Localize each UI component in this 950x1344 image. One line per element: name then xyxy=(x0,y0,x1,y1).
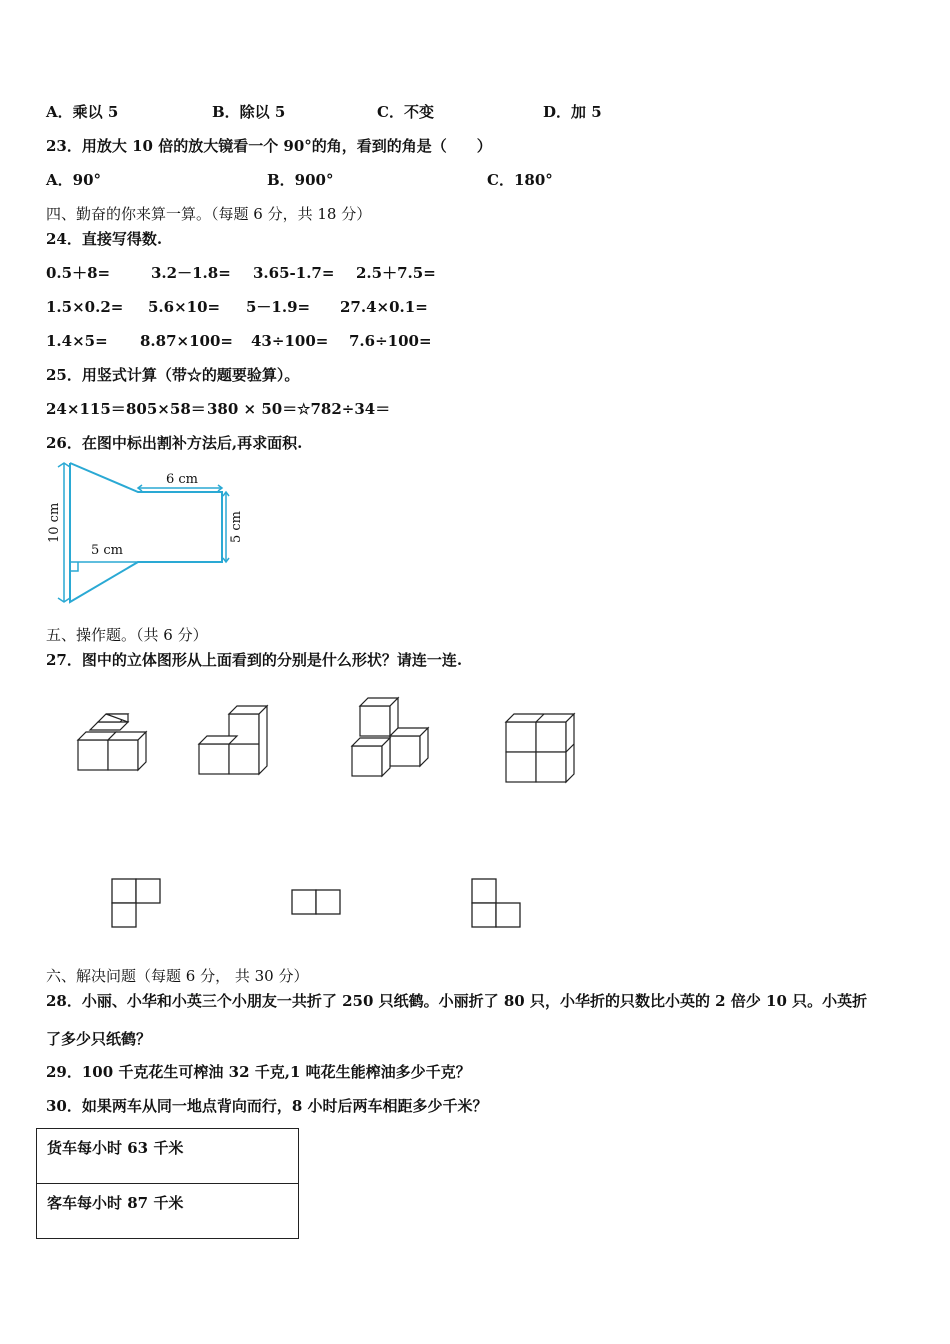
q24-r1-c3: 3.65-1.7= xyxy=(253,264,335,282)
q23-question: 23．用放大 10 倍的放大镜看一个 90°的角，看到的角是（ ） xyxy=(46,137,492,155)
q24-r2-c3: 5－1.9= xyxy=(246,298,311,316)
q26-figure xyxy=(40,455,260,610)
q22-option-a: A．乘以 5 xyxy=(46,103,119,121)
top-view-l-shape-left xyxy=(472,879,520,927)
q28-line-1: 28．小丽、小华和小英三个小朋友一共折了 250 只纸鹤。小丽折了 80 只，小华折的只数比小英的 2 倍少 10 只。小英折 xyxy=(46,992,868,1010)
q24-r2-c1: 1.5×0.2= xyxy=(46,298,124,316)
q24-r1-c4: 2.5＋7.5= xyxy=(356,264,436,282)
section4-title: 四、勤奋的你来算一算。（每题 6 分，共 18 分） xyxy=(46,205,372,223)
q27-top-views xyxy=(100,870,530,935)
top-view-l-shape-right xyxy=(112,879,160,927)
solid-figure-3 xyxy=(352,698,428,776)
q22-option-c: C．不变 xyxy=(377,103,434,121)
solid-figure-2 xyxy=(199,706,267,774)
q26-shape-outline xyxy=(70,463,222,602)
q24-r3-c3: 43÷100= xyxy=(251,332,329,350)
q30-truck-speed: 货车每小时 63 千米 xyxy=(37,1129,299,1184)
q24-r2-c4: 27.4×0.1= xyxy=(340,298,428,316)
q25-item-1: 24×115＝ xyxy=(46,400,126,418)
section5-title: 五、操作题。（共 6 分） xyxy=(46,626,208,644)
q23-option-a: A．90° xyxy=(46,171,102,189)
q23-option-c: C．180° xyxy=(487,171,553,189)
section6-title: 六、解决问题（每题 6 分， 共 30 分） xyxy=(46,967,309,985)
q28-line-2: 了多少只纸鹤？ xyxy=(46,1030,152,1048)
q26-label-top: 6 cm xyxy=(166,472,199,487)
q23-option-b: B．900° xyxy=(267,171,334,189)
q26-label-left: 10 cm xyxy=(47,502,62,543)
table-row xyxy=(37,1129,299,1184)
q27-solid-figures xyxy=(70,690,590,790)
q30-question: 30．如果两车从同一地点背向而行，8 小时后两车相距多少千米？ xyxy=(46,1097,488,1115)
table-row xyxy=(37,1184,299,1239)
q25-title: 25．用竖式计算（带☆的题要验算）。 xyxy=(46,366,300,384)
q26-title: 26．在图中标出割补方法后,再求面积. xyxy=(46,434,303,452)
top-view-two-squares xyxy=(292,890,340,914)
q22-option-d: D．加 5 xyxy=(543,103,602,121)
q22-option-b: B．除以 5 xyxy=(212,103,286,121)
solid-figure-4 xyxy=(506,714,574,782)
q24-r2-c2: 5.6×10= xyxy=(148,298,221,316)
q27-question: 27．图中的立体图形从上面看到的分别是什么形状？请连一连. xyxy=(46,651,463,669)
q30-bus-speed: 客车每小时 87 千米 xyxy=(37,1184,299,1239)
q24-r3-c2: 8.87×100= xyxy=(140,332,233,350)
q25-item-4: ☆782÷34＝ xyxy=(297,400,391,418)
q24-r3-c4: 7.6÷100= xyxy=(349,332,432,350)
q26-label-right: 5 cm xyxy=(229,510,244,543)
q30-info-table xyxy=(36,1128,299,1239)
q24-r1-c2: 3.2－1.8= xyxy=(151,264,231,282)
q29-question: 29．100 千克花生可榨油 32 千克,1 吨花生能榨油多少千克？ xyxy=(46,1063,471,1081)
q26-label-bottom: 5 cm xyxy=(91,543,124,558)
q24-r3-c1: 1.4×5= xyxy=(46,332,108,350)
q25-item-3: 380 × 50＝ xyxy=(207,400,298,418)
q24-title: 24．直接写得数. xyxy=(46,230,163,248)
q26-right-angle xyxy=(70,562,78,571)
q24-r1-c1: 0.5＋8= xyxy=(46,264,111,282)
solid-figure-1 xyxy=(78,714,146,770)
q25-item-2: 805×58＝ xyxy=(126,400,206,418)
